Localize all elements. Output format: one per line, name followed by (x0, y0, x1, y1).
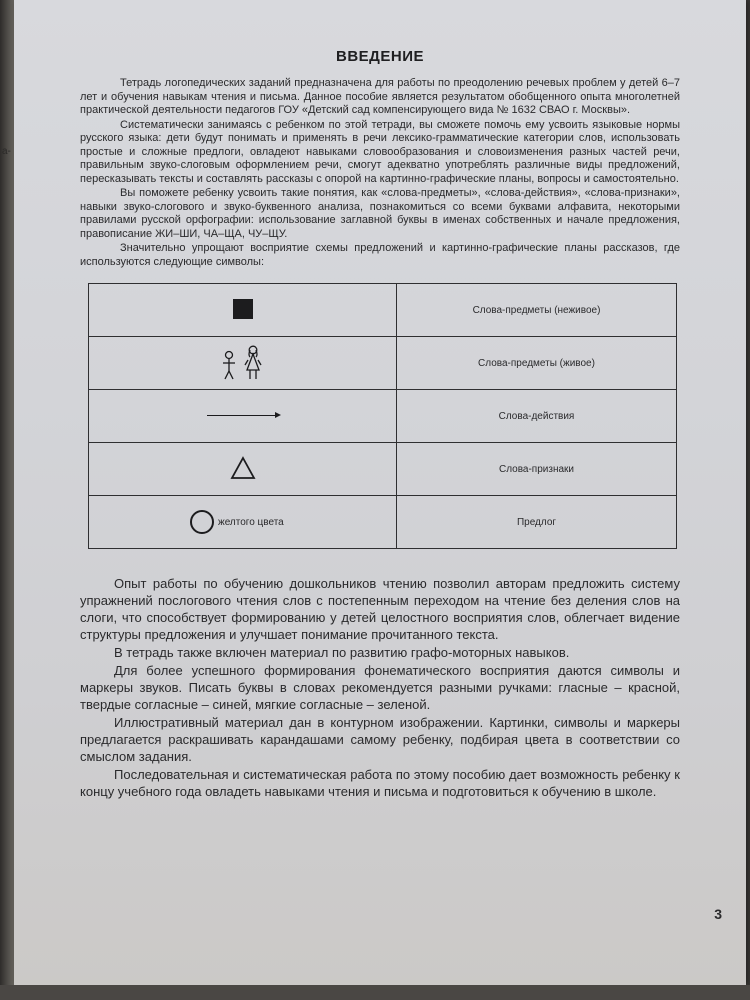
left-page-fragment: а- (2, 146, 11, 157)
body-paragraph-3: Для более успешного формирования фонематического восприятия даются символы и маркеры звуков. Писать буквы в словах рекомендуется разными ручками: гласные – красной, твердые согласные – синей, мягкие согласные – зеленой. (80, 663, 680, 712)
legend-symbol-cell (89, 443, 397, 496)
book-page (14, 0, 746, 985)
body-paragraph-4: Иллюстративный материал дан в контурном изображении. Картинки, символы и маркеры предлагается раскрашивать карандашами самому ребенку, подбирая цвета в соответствии со смыслом задания. (80, 715, 680, 764)
triangle-icon (230, 456, 256, 480)
intro-paragraph-4: Значительно упрощают восприятие схемы предложений и картинно-графические планы рассказов, где используются следующие символы: (80, 242, 680, 268)
legend-label: Слова-действия (397, 390, 677, 443)
black-square-icon (233, 299, 253, 319)
legend-row (89, 496, 677, 549)
circle-caption: желтого цвета (218, 516, 284, 528)
legend-label: Слова-предметы (неживое) (397, 284, 677, 337)
page-content (80, 48, 680, 800)
left-page-edge (0, 0, 14, 1000)
body-text (80, 575, 680, 800)
legend-row (89, 390, 677, 443)
legend-row (89, 337, 677, 390)
arrow-icon (207, 415, 279, 416)
intro-paragraph-1: Тетрадь логопедических заданий предназначена для работы по преодолению речевых проблем у детей 6–7 лет и обучения навыкам чтения и письма. Данное пособие является результатом обобщенного опыта многолетней практической деятельности педагогов ГОУ «Детский сад компенсирующего вида № 1632 СВАО г. Москвы». (80, 77, 680, 116)
stick-figures-icon (219, 342, 267, 382)
body-paragraph-1: Опыт работы по обучению дошкольников чтению позволил авторам предложить систему упражнений послогового чтения слов с постепенным переходом на чтение без деления слов на слоги, что способствует формированию у детей целостного восприятия слов, облегчает видение структуры предложения и улучшает понимание прочитанного текста. (80, 576, 680, 642)
intro-paragraph-2: Систематически занимаясь с ребенком по этой тетради, вы сможете помочь ему усвоить языковые нормы русского языка: дети будут понимать и применять в речи лексико-грамматические категории слов, использовать простые и сложные предлоги, овладеют навыками словообразования и словоизменения разных частей речи, правильным звуко-слоговым оформлением речи, смогут адекватно употреблять различные виды предложений, пересказывать тексты и составлять рассказы с опорой на картинно-графические планы, вопросы и самостоятельно. (80, 118, 680, 185)
legend-symbol-cell (89, 284, 397, 337)
circle-icon (190, 510, 214, 534)
symbol-legend-table (88, 283, 677, 549)
legend-symbol-cell (89, 390, 397, 443)
page-title: ВВЕДЕНИЕ (336, 48, 424, 65)
body-paragraph-2: В тетрадь также включен материал по развитию графо-моторных навыков. (114, 645, 570, 660)
legend-symbol-cell (89, 496, 397, 549)
legend-row (89, 284, 677, 337)
intro-paragraph-3: Вы поможете ребенку усвоить такие понятия, как «слова-предметы», «слова-действия», «слова-признаки», навыки звуко-слогового и звуко-буквенного анализа, познакомиться со всеми буквами алфавита, некоторыми правилами русской орфографии: использование заглавной буквы в именах собственных и начале предложения, правописание ЖИ–ШИ, ЧА–ЩА, ЧУ–ЩУ. (80, 187, 680, 240)
body-paragraph-5: Последовательная и систематическая работа по этому пособию дает возможность ребенку к концу учебного года овладеть навыками чтения и письма и подготовиться к обучению в школе. (80, 767, 680, 799)
page-number: 3 (714, 906, 722, 922)
legend-label: Предлог (397, 496, 677, 549)
legend-label: Слова-признаки (397, 443, 677, 496)
legend-row (89, 443, 677, 496)
table-surface (0, 985, 750, 1000)
legend-symbol-cell (89, 337, 397, 390)
legend-label: Слова-предметы (живое) (397, 337, 677, 390)
